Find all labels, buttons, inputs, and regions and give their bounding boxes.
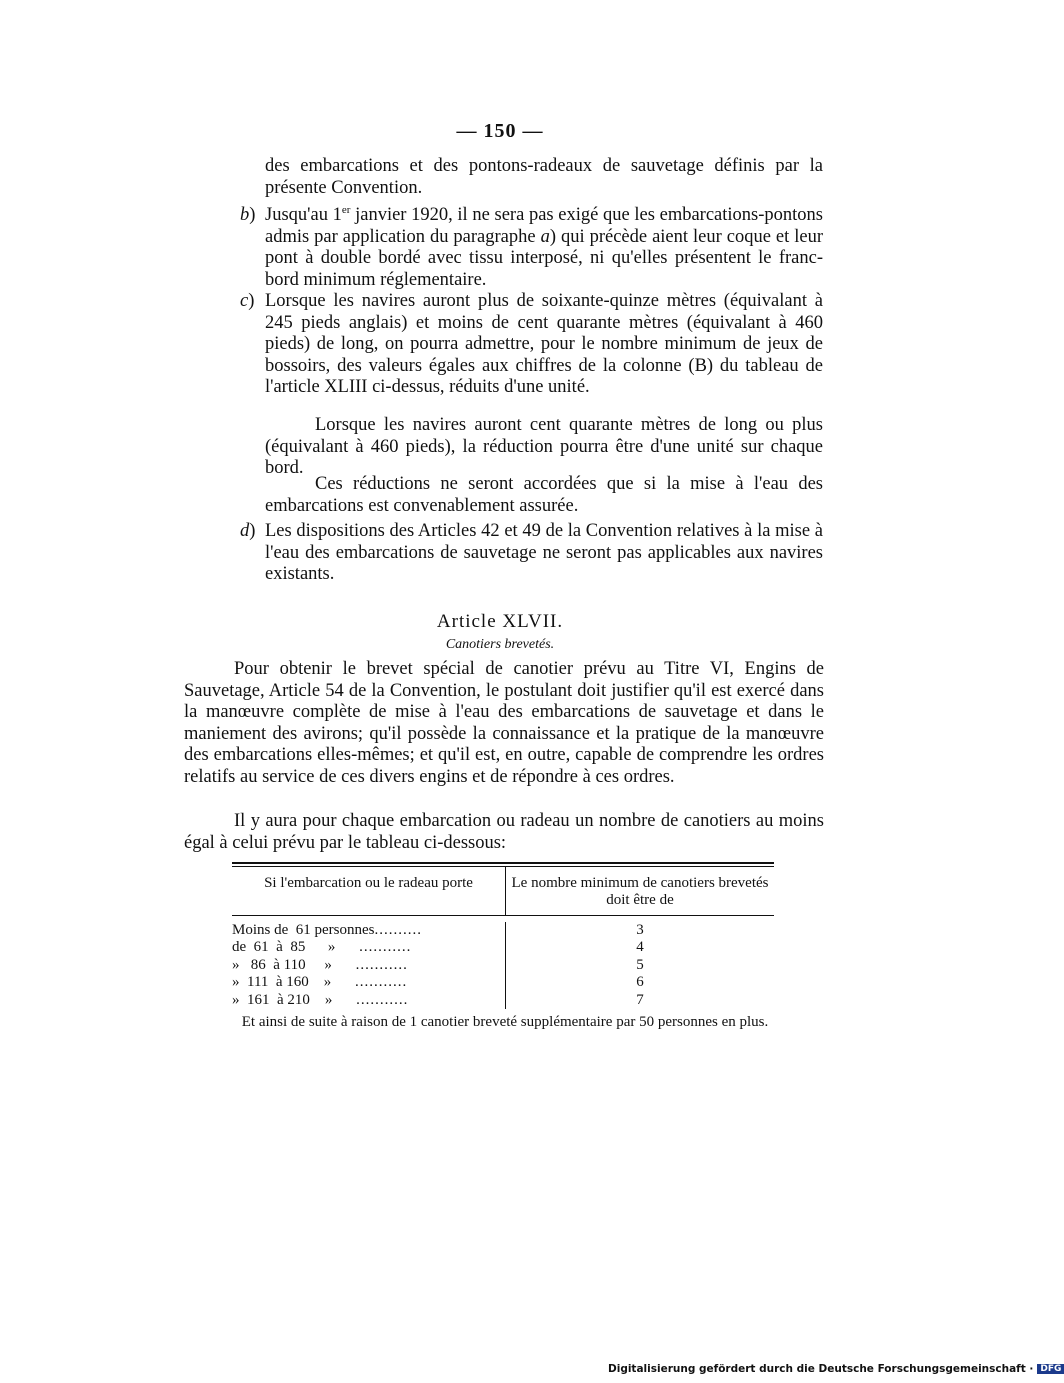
footer-text: Digitalisierung gefördert durch die Deutsche Forschungsgemeinschaft · [608, 1363, 1034, 1375]
table-cell-value: 5 [636, 956, 644, 973]
table-note: Et ainsi de suite à raison de 1 canotier breveté supplémentaire par 50 personnes en plus. [241, 1014, 769, 1030]
table-header [232, 867, 774, 916]
item-letter-c: c) [240, 291, 255, 311]
table-row: » 111 à 160 » ........... [232, 974, 408, 991]
table-body [232, 916, 774, 1009]
item-letter-d: d) [240, 521, 256, 541]
table-row: de 61 à 85 » ........... [232, 939, 412, 956]
table-column-left [232, 922, 506, 1009]
page-number: — 150 — [456, 120, 544, 142]
article-title: Article XLVII. [436, 611, 564, 632]
table-row: » 86 à 110 » ........... [232, 956, 408, 973]
article-paragraph-2: Il y aura pour chaque embarcation ou radeau un nombre de canotiers au moins égal à celui prévu par le tableau ci-dessous: [184, 811, 824, 853]
table-cell-value: 3 [636, 922, 644, 938]
article-paragraph-1: Pour obtenir le brevet spécial de canotier prévu au Titre VI, Engins de Sauvetage, Article 54 de la Convention, le postulant doit justifier qu'il est exercé dans la manœuvre complète de mise à l'eau des embarcations de sauvetage et dans le maniement des avirons; qu'il possède la connaissance et la pratique de la manœuvre des embarcations elles-mêmes; et qu'il est, en outre, capable de comprendre les ordres relatifs au service de ces divers engins et de répondre à ces ordres. [184, 659, 824, 787]
dfg-logo: DFG [1037, 1364, 1064, 1374]
item-d-text: Les dispositions des Articles 42 et 49 de la Convention relatives à la mise à l'eau des embarcations de sauvetage ne seront pas applicables aux navires existants. [265, 521, 823, 585]
table-column-right [506, 922, 774, 1009]
table-cell-value: 6 [636, 974, 644, 991]
table-cell-value: 4 [636, 939, 644, 956]
table-header-right: Le nombre minimum de canotiers brevetés doit être de [511, 875, 769, 908]
digitization-footer [608, 1363, 1064, 1375]
item-c-paragraph-2: Lorsque les navires auront cent quarante mètres de long ou plus (équivalant à 460 pieds), la réduction pourra être d'une unité sur chaque bord. [265, 415, 823, 479]
item-c-text: Lorsque les navires auront plus de soixante-quinze mètres (équivalant à 245 pieds anglais) et moins de cent quarante mètres (équivalant à 460 pieds) de long, on pourra admettre, pour le nombre minimum de jeux de bossoirs, des valeurs égales aux chiffres de la colonne (B) du tableau de l'article XLIII ci-dessus, réduits d'une unité. [265, 291, 823, 398]
table-header-left: Si l'embarcation ou le radeau porte [232, 867, 506, 915]
table-row: » 161 à 210 » ........... [232, 991, 409, 1008]
table-cell-value: 7 [636, 991, 644, 1008]
table-row: Moins de 61 personnes.......... [232, 922, 422, 938]
continuation-paragraph: des embarcations et des pontons-radeaux de sauvetage définis par la présente Convention. [265, 156, 823, 198]
article-subtitle: Canotiers brevetés. [445, 637, 555, 652]
canotiers-table [232, 862, 774, 1009]
item-c-paragraph-3: Ces réductions ne seront accordées que si la mise à l'eau des embarcations est convenablement assurée. [265, 474, 823, 516]
item-letter-b: b) [240, 205, 256, 225]
item-b-text: Jusqu'au 1er janvier 1920, il ne sera pas exigé que les embarcations-pontons admis par application du paragraphe a) qui précède aient leur coque et leur pont à double bordé avec tissu interposé, ni qu'elles présentent le franc-bord minimum réglementaire. [265, 203, 823, 290]
